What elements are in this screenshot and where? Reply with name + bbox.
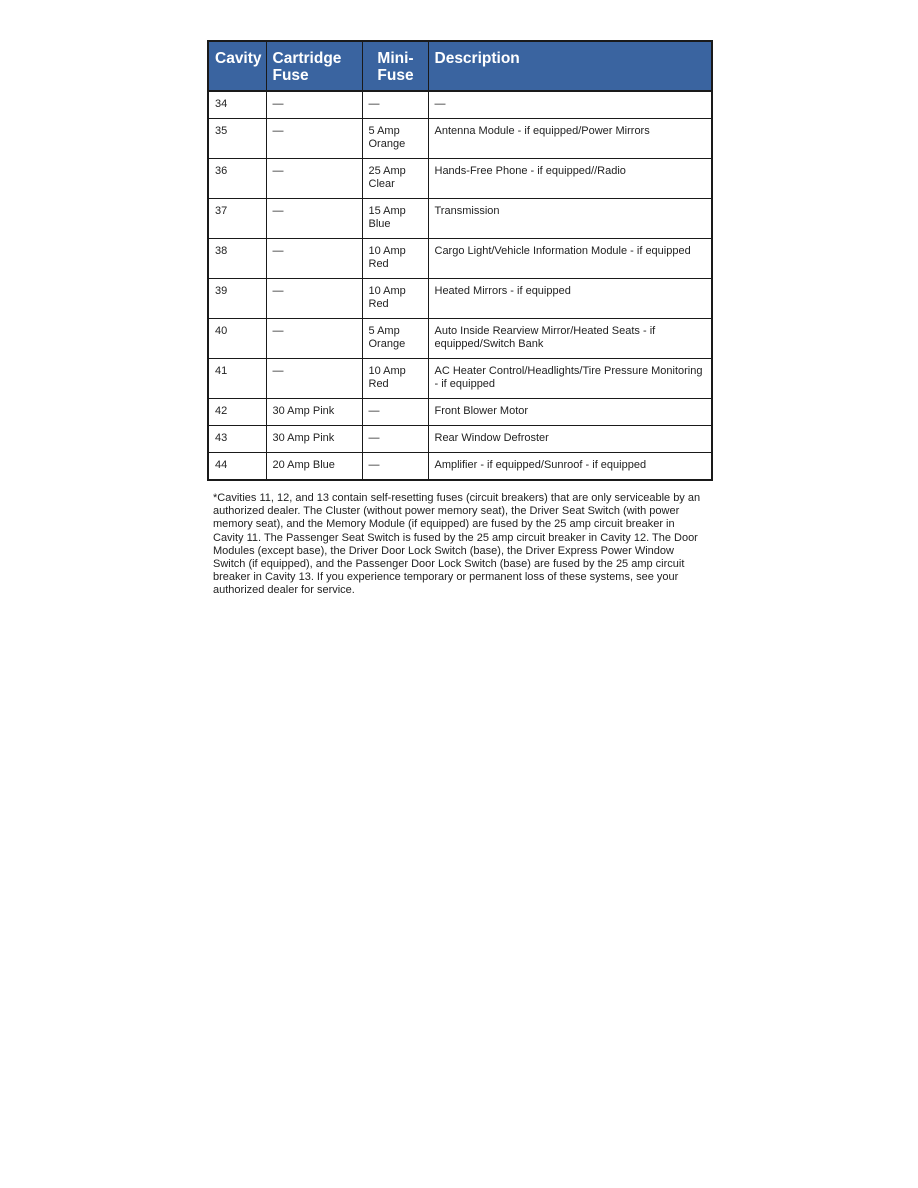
cartridge-cell: —: [266, 359, 362, 399]
table-row: [208, 199, 712, 239]
description-cell: Transmission: [428, 199, 712, 239]
header-description: Description: [428, 41, 712, 91]
cavity-cell: 41: [208, 359, 266, 399]
cavity-cell: 39: [208, 279, 266, 319]
table-row: [208, 319, 712, 359]
cavity-cell: 34: [208, 91, 266, 119]
table-row: [208, 399, 712, 426]
description-cell: AC Heater Control/Headlights/Tire Pressure Monitoring - if equipped: [428, 359, 712, 399]
mini-fuse-cell: 25 Amp Clear: [362, 159, 428, 199]
cartridge-cell: —: [266, 119, 362, 159]
mini-fuse-cell: 10 Amp Red: [362, 239, 428, 279]
description-cell: Front Blower Motor: [428, 399, 712, 426]
mini-fuse-cell: 15 Amp Blue: [362, 199, 428, 239]
description-cell: Heated Mirrors - if equipped: [428, 279, 712, 319]
table-row: [208, 453, 712, 481]
cartridge-cell: 30 Amp Pink: [266, 426, 362, 453]
mini-fuse-cell: —: [362, 426, 428, 453]
description-cell: Antenna Module - if equipped/Power Mirrors: [428, 119, 712, 159]
table-row: [208, 159, 712, 199]
mini-fuse-cell: —: [362, 91, 428, 119]
table-row: [208, 279, 712, 319]
table-row: [208, 426, 712, 453]
table-row: [208, 119, 712, 159]
description-cell: Hands-Free Phone - if equipped//Radio: [428, 159, 712, 199]
header-cartridge-fuse: Cartridge Fuse: [266, 41, 362, 91]
cavity-cell: 44: [208, 453, 266, 481]
description-cell: Rear Window Defroster: [428, 426, 712, 453]
mini-fuse-cell: 10 Amp Red: [362, 279, 428, 319]
cavity-cell: 40: [208, 319, 266, 359]
cartridge-cell: —: [266, 239, 362, 279]
table-row: [208, 359, 712, 399]
description-cell: Cargo Light/Vehicle Information Module - if equipped: [428, 239, 712, 279]
cavity-cell: 36: [208, 159, 266, 199]
header-cavity: Cavity: [208, 41, 266, 91]
cartridge-cell: —: [266, 159, 362, 199]
cavity-cell: 38: [208, 239, 266, 279]
cartridge-cell: —: [266, 279, 362, 319]
mini-fuse-cell: 5 Amp Orange: [362, 119, 428, 159]
cartridge-cell: —: [266, 199, 362, 239]
mini-fuse-cell: —: [362, 453, 428, 481]
footnote: *Cavities 11, 12, and 13 contain self-resetting fuses (circuit breakers) that are only serviceable by an authorized dealer. The Cluster (without power memory seat), the Driver Seat Switch (with power memory seat), and the Memory Module (if equipped) are fused by the 25 amp circuit breaker in Cavity 11. The Passenger Seat Switch is fused by the 25 amp circuit breaker in Cavity 12. The Door Modules (except base), the Driver Door Lock Switch (base), the Driver Express Power Window Switch (if equipped), and the Passenger Door Lock Switch (base) are fused by the 25 amp circuit breaker in Cavity 13. If you experience temporary or permanent loss of these systems, see your authorized dealer for service.: [213, 492, 701, 597]
table-row: [208, 239, 712, 279]
description-cell: —: [428, 91, 712, 119]
mini-fuse-cell: —: [362, 399, 428, 426]
cavity-cell: 43: [208, 426, 266, 453]
description-cell: Amplifier - if equipped/Sunroof - if equipped: [428, 453, 712, 481]
description-cell: Auto Inside Rearview Mirror/Heated Seats - if equipped/Switch Bank: [428, 319, 712, 359]
cavity-cell: 37: [208, 199, 266, 239]
cartridge-cell: 30 Amp Pink: [266, 399, 362, 426]
header-mini-fuse: Mini- Fuse: [362, 41, 428, 91]
cartridge-cell: 20 Amp Blue: [266, 453, 362, 481]
table-header-row: [208, 41, 712, 91]
cavity-cell: 35: [208, 119, 266, 159]
mini-fuse-cell: 10 Amp Red: [362, 359, 428, 399]
cartridge-cell: —: [266, 319, 362, 359]
cartridge-cell: —: [266, 91, 362, 119]
fuse-table: [207, 40, 713, 481]
mini-fuse-cell: 5 Amp Orange: [362, 319, 428, 359]
table-row: [208, 91, 712, 119]
cavity-cell: 42: [208, 399, 266, 426]
